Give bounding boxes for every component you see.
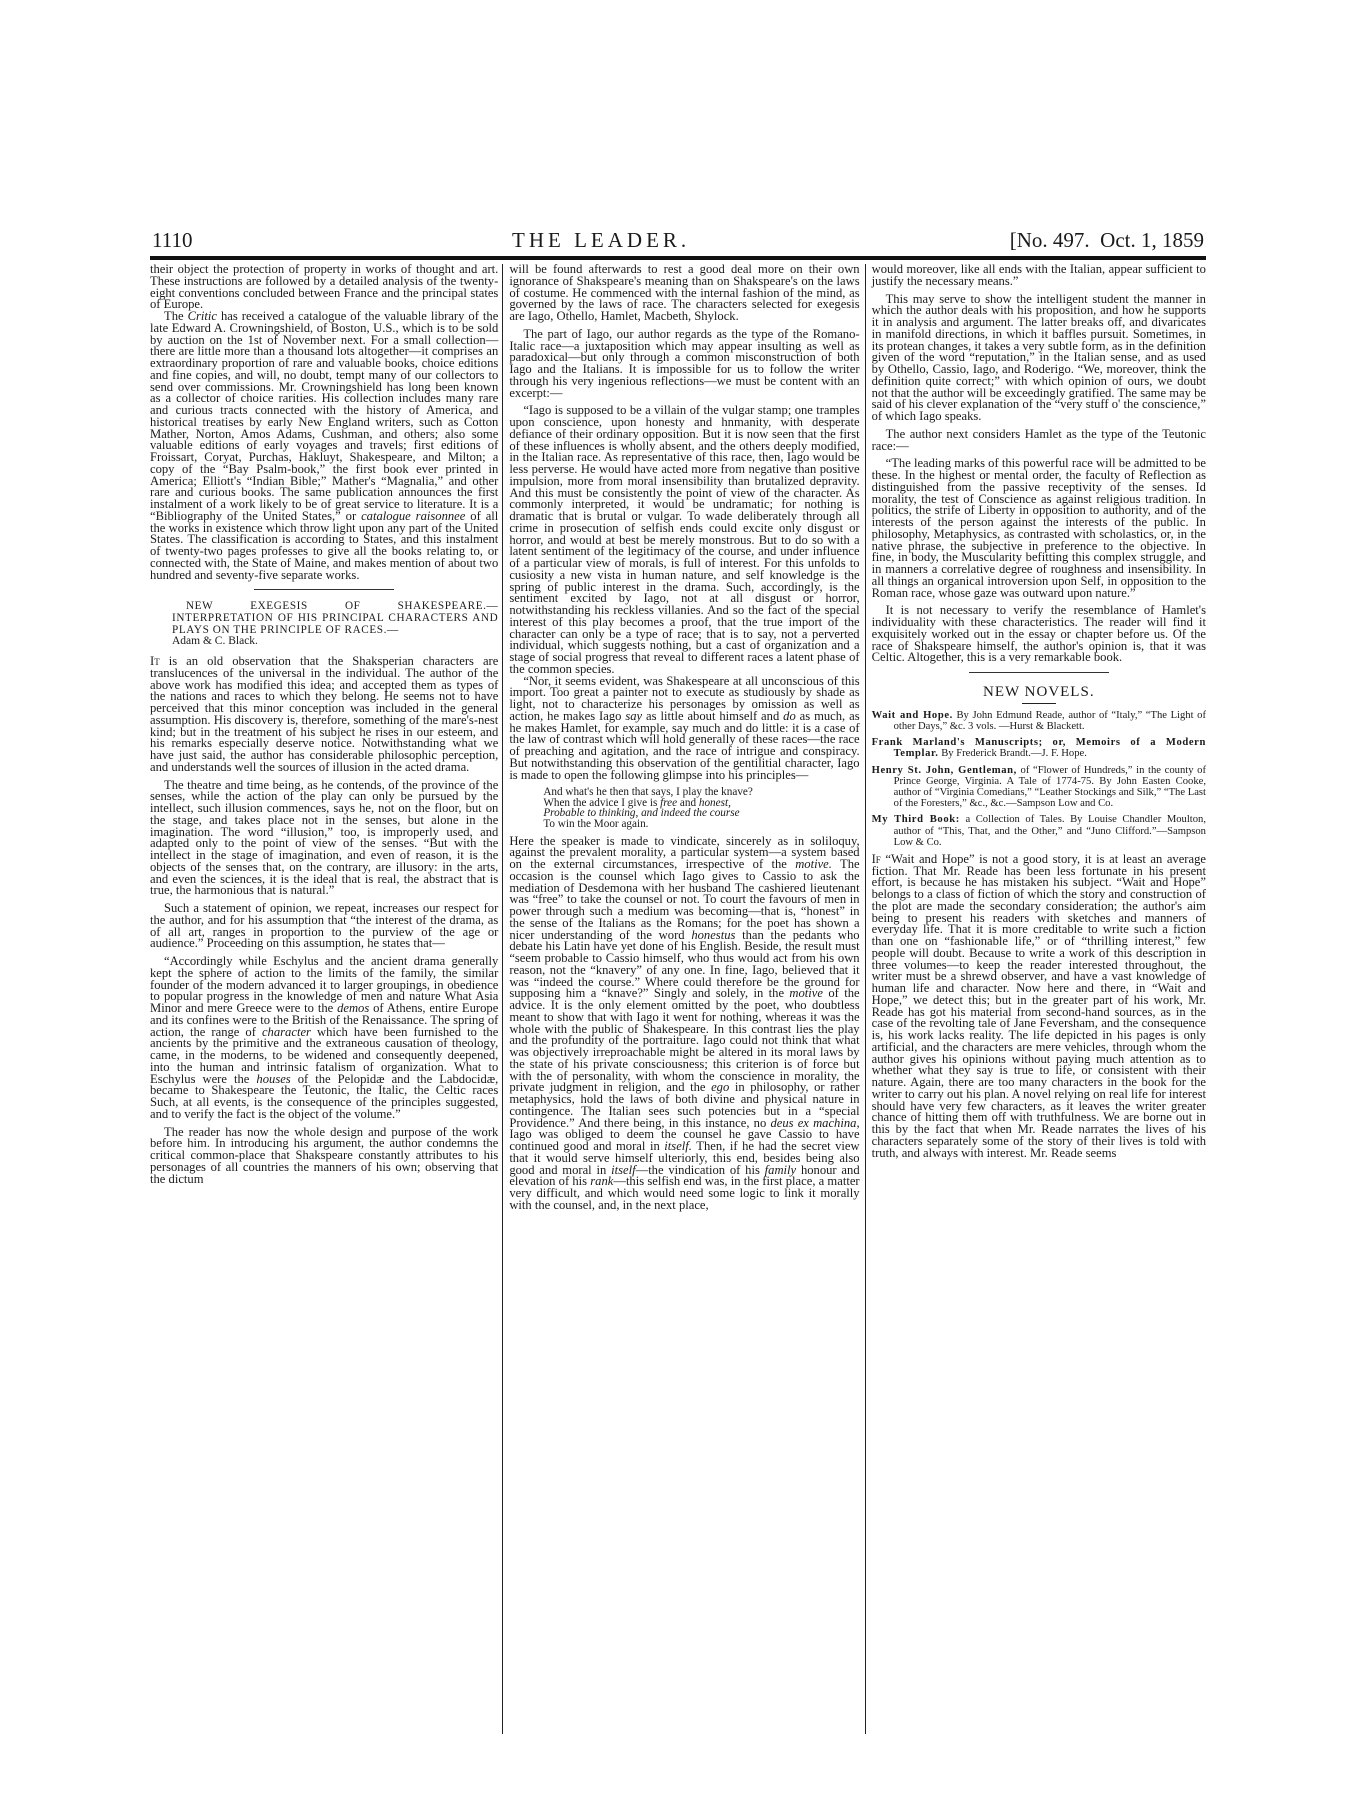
quoted-paragraph (509, 673, 860, 782)
text: —this selfish end was, in the first place, a matter very difficult, and which would need some logic to link it morally with the counsel, and, in the next place, (509, 1174, 860, 1212)
text: has received a catalogue of the valuable library of the late Edward A. Crowningshield, of Boston, U.S., which is to be sold by auction on the 1st of November next. For a small collection—there are little more than a thousand lots altogether—it comprises an extraordinary proportion of rare and valuable books, choice editions and fine copies, and will, no doubt, tempt many of our collectors to send over commissions. Mr. Crowningshield has long been known as a collector of choice rarities. His collection includes many rare and curious tracts connected with the history of America, and historical treatises by early New England writers, such as Cotton Mather, Norton, Amos Adams, Cushman, and others; also some valuable editions of early voyages and travels; first editions of Froissart, Coryat, Purchas, Hakluyt, Shakespeare, and Milton; a copy of the “Bay Psalm-book,” the first book ever printed in America; Elliott's “Indian Bible;” Mather's “Magnalia,” and other rare and curious books. The same publication announces the first instalment of a work likely to be of great service to literature. It is a “Bibliography of the United States,” or (150, 309, 499, 523)
italic-text: deus ex machina, (770, 1115, 860, 1130)
novel-details: By Frederick Brandt.—J. F. Hope. (938, 748, 1087, 760)
paragraph: Such a statement of opinion, we repeat, increases our respect for the author, and for his assumption that “the interest of the drama, as of all art, ranges in proportion to the purview of the age or audience.” Proceeding on this assumption, he states that— (150, 901, 499, 951)
text: Here the speaker is made to vindicate, sincerely as in soliloquy, against the prevalent morality, a particular system—a system based on the external circumstances, irrespective of the (509, 833, 860, 872)
italic-text: honest, (698, 796, 731, 809)
column-1 (150, 264, 503, 1734)
text: “Accordingly while Eschylus and the ancient drama generally kept the sphere of action to the limits of the family, the similar founder of the modern advanced it to larger groupings, in obedience to popular progress in the knowledge of men and nature What Asia Minor and mere Greece were to the (150, 954, 499, 1015)
masthead (150, 228, 1206, 254)
text: The occasion is the counsel which Iago gives to Cassio to ask the mediation of Desdemona with her husband The cashiered lieutenant was “free” to take the counsel or not. To court the favours of men in power through such a medium was becoming—that is, “honest” in the sense of the Italians as the Romans; for the poet has shown a nicer understanding of the word (509, 857, 860, 942)
drop-cap: If (871, 851, 881, 866)
novel-details: a Collection of Tales. By Louise Chandler Moulton, author of “This, That, and the Other,” and “Juno Clifford.”—Sampson Low & Co. (893, 814, 1206, 848)
paragraph (871, 851, 1206, 1160)
italic-text: say (625, 708, 643, 723)
section-title: NEW NOVELS. (983, 684, 1095, 700)
text: “Nor, it seems evident, was Shakespeare at all unconscious of this import. Too great a painter not to execute as studiously by shade as light, not to characterize his personages by omission as well as action, he makes Iago (509, 673, 860, 723)
paragraph: It is not necessary to verify the resemblance of Hamlet's individuality with these characteristics. The reader will find it exquisitely worked out in the essay or chapter before us. Of the race of Shakspeare himself, the author's opinion is, that it was Celtic. Altogether, this is a very remarkable book. (871, 603, 1206, 665)
verse-line: And what's he then that says, I play the knave? (543, 786, 753, 799)
novel-details: By John Edmund Reade, author of “Italy,” “The Light of other Days,” &c. 3 vols. —Hurst & Blackett. (893, 709, 1206, 732)
paragraph (509, 833, 860, 1212)
text: which have been furnished to the ancients by the primitive and the extraneous causation of theology, came, in the moderns, to be widened and consequently deepened, into the human and intrinsic fatalism of organization. What to Eschylus were the (150, 1024, 499, 1086)
text: of the Pelopidæ and the Labdocidæ, became to Shakespeare the Teutonic, the Italic, the Celtic races Such, at all events, is the consequence of the principles suggested, and to verify the fact is the object of the volume.” (150, 1071, 499, 1121)
novel-listing (872, 737, 1206, 759)
column-3 (866, 264, 1206, 1734)
text: of Athens, entire Europe and its confines were to the British of the Renaissance. The spring of action, the range of (150, 1001, 499, 1039)
italic-text: honestus (691, 927, 736, 942)
issue-date (1010, 228, 1204, 253)
paragraph: The theatre and time being, as he contends, of the province of the senses, while the action of the play can only be pursued by the intellect, such illusion commences, says he, not on the floor, but on the stage, and takes place not in the senses, but alone in the imagination. The word “illusion,” too, is improperly used, and adapted only to the point of view of the senses. “But with the intellect in the stage of imagination, and even of reason, it is the objects of the senses that, on the contrary, are illusory: in the arts, and even the sciences, it is the ideal that is real, the abstract that is true, the harmonious that is natural.” (150, 777, 499, 898)
paragraph: The author next considers Hamlet as the type of the Teutonic race:— (871, 426, 1206, 453)
drop-cap: It (150, 654, 160, 668)
novel-listing (872, 765, 1206, 810)
text: honour and elevation of his (509, 1162, 860, 1189)
novel-title: Frank Marland's Manuscripts; or, Memoirs of a Modern Templar. (871, 737, 1206, 760)
section-divider (969, 672, 1109, 673)
italic-text: free (660, 796, 678, 809)
paragraph (150, 656, 498, 774)
novel-title: Wait and Hope. (871, 709, 953, 721)
column-2 (503, 264, 865, 1734)
italic-text: do (783, 708, 796, 723)
novel-listing (872, 814, 1206, 848)
text: as little about himself and (642, 708, 784, 723)
text: When the advice I give is (543, 796, 661, 809)
text: Then, if he had the secret view that it would serve himself ulteriorly, this end, besides being also good and moral in (509, 1139, 860, 1177)
masthead-rule (150, 256, 1206, 260)
columns (150, 264, 1206, 1734)
text: Iago was obliged to deem the counsel he gave Cassio to have continued good and moral in (509, 1127, 860, 1154)
novel-title: My Third Book: (871, 814, 960, 826)
novel-title: Henry St. John, Gentleman, (871, 764, 1017, 776)
newspaper-page (150, 228, 1206, 1734)
paragraph: This may serve to show the intelligent student the manner in which the author deals with his proposition, and how he supports it in analysis and argument. The latter breaks off, and divaricates in manifold directions, in which it baffles pursuit. Sometimes, in its protean changes, it takes a very subtle form, as in the definition given of the word “reputation,” in the Italian sense, and as used by Othello, Cassio, Iago, and Roderigo. “We, moreover, think the definition quite correct;” with which opinion of ours, we doubt not that the author will be exceedingly gratified. The same may be said of his clever explanation of the “very stuff o' the conscience,” of which Iago speaks. (871, 291, 1206, 423)
text: “Wait and Hope” is not a good story, it is at least an average fiction. That Mr. Reade has been less fortunate in his present effort, is because he has mistaken his subject. “Wait and Hope” belongs to a class of fiction of which the story and construction of the plot are made the secondary consideration; the author's aim being to present his readers with sketches and manners of everyday life. That it is more creditable to write such a fiction than one on “fashionable life,” or of “thrilling interest,” few people will doubt. Because to write a work of this description in three volumes—to keep the reader interested throughout, the writer must be a shrewd observer, and have a vast knowledge of human life and character. Now here and there, in “Wait and Hope,” we detect this; but in the greater part of his work, Mr. Reade has got his material from second-hand sources, as in the case of the revolting tale of Jane Feversham, and the consequence is, his work lacks reality. The life depicted in his pages is only artificial, and the characters are mere vehicles, through whom the author gives his opinions without paying much attention as to whether what they say is true to life, or consistent with their nature. Again, there are too many characters in the book for the writer to carry out his plan. A novel relying on real life for interest should have very few characters, as it leaves the writer greater chance of hitting them off with truthfulness. We are borne out in this by the fact that when Mr. Reade narrates the lives of his characters separately some of the story of their lives is told with truth, and always with interest. Mr. Reade seems (871, 851, 1206, 1160)
italic-text: catalogue raisonnee (361, 508, 466, 523)
page-number: 1110 (152, 228, 193, 252)
text: than the pedants who debate his Latin have yet done of his English. Beside, the result must “seem probable to Cassio himself, who thus would act from his own reason, not the “knavery” of any one. In fine, Iago, believed that it was “indeed the course.” Where could therefore be the ground for supposing him a “knave?” Singly and solely, in the (509, 927, 860, 1001)
italic-text: family (764, 1162, 797, 1177)
italic-text: demos (337, 1001, 370, 1015)
italic-text: motive. (795, 857, 832, 872)
publication-date: Oct. 1, 1859 (1100, 228, 1204, 252)
quoted-paragraph: “The leading marks of this powerful race will be admitted to be these. In the highest or mental order, the faculty of Reflection as distinguished from the passive receptivity of the senses. Id morality, the test of Conscience as against religious tradition. In politics, the strife of Liberty in opposition to authority, and of the interests of the person against the interests of the public. In philosophy, Metaphysics, as contrasted with scholastics, or, in the native phrase, the subjective in preference to the objective. In fine, in body, the Muscularity befitting this complex struggle, and in manners a correlative degree of roughness and insensibility. In all things an organical introversion upon Self, in opposition to the Roman race, whose gaze was outward upon nature.” (871, 456, 1206, 600)
text: of all the works in existence which throw light upon any part of the United States. The classification is according to States, and this instalment of twenty-two pages professes to give all the books relating to, or connected with, the State of Maine, and makes mention of about two hundred and seventy-five separate works. (150, 508, 499, 582)
text: of the advice. It is the only element omitted by the poet, who doubtless meant to show that with Iago it went for nothing, whereas it was the whole with the public of Shakespeare. In this contrast lies the play and the profundity of the portraiture. Iago could not think that what was objectively irreproachable might be altered in its moral laws by the state of his private consciousness; this criterion is of force but with the of personality, with whom the conscience in morality, the private judgment in religion, and the (509, 986, 860, 1095)
paragraph: their object the protection of property in works of thought and art. These instructions are followed by a detailed analysis of the twenty-eight conventions concluded between France and the principal states of Europe. (150, 262, 499, 312)
text: The (164, 309, 188, 323)
verse-quotation (509, 787, 859, 829)
novel-listing (872, 710, 1206, 732)
quoted-paragraph: “Iago is supposed to be a villain of the vulgar stamp; one tramples upon conscience, upon honesty and hnmanity, with desperate defiance of their ordinary opposition. But it is now seen that the first of these influences is wholly absent, and the others deeply modified, in the Italian race. As representative of this race, then, Iago would be less perverse. He would have acted more from negative than positive impulsion, more from moral insensibility than brutalized depravity. And this must be consistently the point of view of the character. As commonly interpreted, it would be undramatic; for nothing is dramatic that is brutal or vulgar. To wade deliberately through all crime in prosecution of selfish ends could excite only disgust or horror, and would at best be merely monstrous. But to do so with a latent sentiment of the legitimacy of the course, and under influence of a particular view of morals, is full of interest. For this unfolds to cusiosity a new vista in human nature, and self knowledge is the spring of public interest in the drama. Such, accordingly, is the sentiment excited by Iago, not at all disgust or horror, notwithstanding his reckless villanies. And so the fact of the special interest of this play becomes a proof, that the true import of the character can only be a type of race; that is to say, not a perverted individual, which suggests nothing, but a cast of organization and a stage of social progress that reveal to different races a latent phase of the common species. (509, 403, 860, 676)
verse-line: To win the Moor again. (543, 818, 649, 831)
italic-text: Critic (187, 309, 217, 323)
text: in philosophy, or rather metaphysics, hold the laws of both divine and physical nature in contingence. The Italian sees such potencies but in a “special Providence.” And there being, in this instance, no (509, 1080, 860, 1130)
text: —the vindication of his (635, 1162, 765, 1177)
italic-text: ego (711, 1080, 730, 1095)
title-rule (1022, 703, 1056, 704)
italic-text: motive (789, 986, 823, 1001)
section-divider (254, 589, 394, 590)
paragraph: The part of Iago, our author regards as the type of the Romano-Italic race—a juxtaposition which may appear insulting as well as paradoxical—but only through a common misconstruction of both Iago and the Italians. It is impossible for us to follow the writer through his very ingenious reflections—we must be content with an excerpt:— (509, 326, 860, 400)
italic-text: itself (611, 1162, 636, 1177)
newspaper-title: THE LEADER. (512, 228, 691, 252)
quoted-paragraph (150, 956, 498, 1121)
paragraph-critic (150, 311, 498, 581)
novel-details: of “Flower of Hundreds,” in the county of Prince George, Virginia. A Tale of 1774-75. By John Easten Cooke, author of “Virginia Comedians,” “Leather Stockings and Silk,” “The Last of the Foresters,” &c., &c.—Sampson Low and Co. (893, 764, 1206, 810)
paragraph: The reader has now the whole design and purpose of the work before him. In introducing his argument, the author condemns the critical common-place that Shakspeare constantly attributes to his personages of all countries the manners of his own; observing that the dictum (150, 1124, 499, 1186)
paragraph: would moreover, like all ends with the Italian, appear sufficient to justify the necessary means.” (871, 262, 1206, 288)
review-publisher: Adam & C. Black. (172, 635, 258, 648)
text: as much, as he makes Hamlet, for example, say much and do little: it is a case of the law of contrast which will hold generally of these races—the race of preaching and agitation, and the race of intrigue and conspiracy. But notwithstanding this observation of the gentilitial character, Iago is made to open the following glimpse into his principles— (509, 708, 860, 782)
verse-line: Probable to thinking, and indeed the course (543, 807, 740, 820)
text: is an old observation that the Shaksperian characters are translucences of the universal in the individual. The author of the above work has modified this idea; and accepted them as types of the nations and races to which they belong. He seems not to have perceived that this minor conception was included in the general assumption. His discovery is, therefore, something of the mare's-nest kind; but in the treatment of his subject he rises in our esteem, and his remarks especially deserve notice. Notwithstanding what we have just said, the author has considerable philosophic perception, and understands well the sources of illusion in the acted drama. (150, 654, 499, 774)
italic-text: rank (590, 1174, 614, 1189)
italic-text: itself. (664, 1139, 692, 1154)
italic-text: character (261, 1024, 311, 1039)
issue-number: [No. 497. (1009, 228, 1090, 252)
italic-text: houses (256, 1071, 291, 1086)
review-heading: NEW EXEGESIS OF SHAKESPEARE.—INTERPRETATION OF HIS PRINCIPAL CHARACTERS AND PLAYS ON THE PRINCIPLE OF RACES.— (172, 600, 499, 637)
text: and (677, 796, 699, 809)
paragraph: will be found afterwards to rest a good deal more on their own ignorance of Shakspeare's meaning than on Shakspeare's on the laws of costume. He commenced with the internal fashion of the mind, as governed by the laws of race. The characters selected for exegesis are Iago, Othello, Hamlet, Macbeth, Shylock. (509, 262, 860, 323)
